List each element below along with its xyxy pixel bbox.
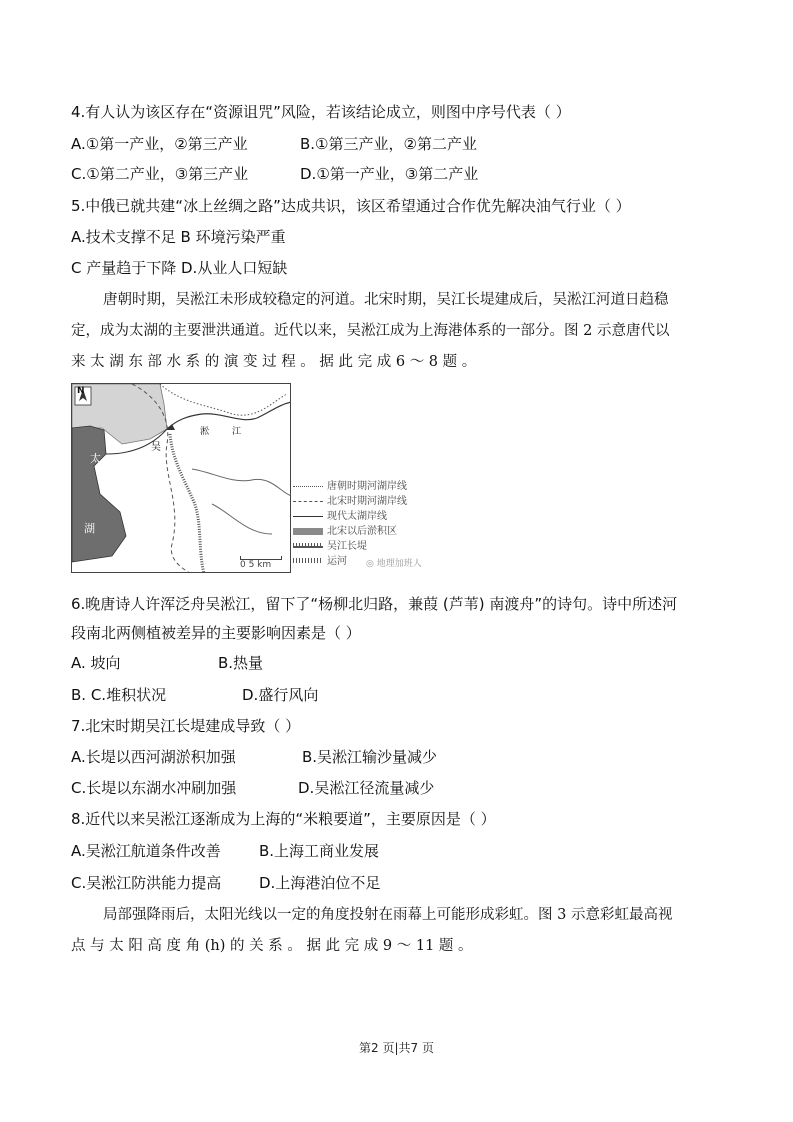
wechat-icon: ◎ — [366, 559, 374, 569]
watermark-text: 地理加班人 — [376, 559, 422, 569]
map-label-hu: 湖 — [84, 522, 95, 535]
watermark — [366, 556, 422, 569]
q6-option-d: D.盛行风向 — [242, 686, 319, 704]
q4-stem: 4.有人认为该区存在“资源诅咒”风险，若该结论成立，则图中序号代表（ ） — [71, 103, 571, 121]
legend-wujiang-dyke: 吴江长堤 — [293, 539, 428, 554]
scale-bar — [240, 556, 282, 570]
q6-stem-line1: 6.晚唐诗人许浑泛舟吴淞江，留下了“杨柳北归路，兼葭 (芦苇) 南渡舟”的诗句。诗中所述河 — [71, 595, 678, 613]
q8-stem: 8.近代以来吴淞江逐渐成为上海的“米粮要道”，主要原因是（ ） — [71, 810, 496, 828]
legend-modern-shoreline: 现代太湖岸线 — [293, 509, 428, 524]
passage1-line3: 来 太 湖 东 部 水 系 的 演 变 过 程 。 据 此 完 成 6 ～ 8 题 。 — [71, 354, 477, 370]
q6-option-c: B. C.堆积状况 — [71, 686, 167, 704]
q5-options-ab: A.技术支撑不足 B 环境污染严重 — [71, 228, 286, 246]
map-drawing — [72, 384, 291, 573]
q7-stem: 7.北宋时期吴江长堤建成导致（ ） — [71, 717, 301, 735]
passage1-line2: 定，成为太湖的主要泄洪通道。近代以来，吴淞江成为上海港体系的一部分。图 2 示意唐代以 — [71, 323, 670, 339]
q6-stem-line2: 段南北两侧植被差异的主要影响因素是（ ） — [71, 624, 361, 642]
map-label-song: 淞 — [200, 427, 210, 437]
q8-option-a: A.吴淞江航道条件改善 — [71, 842, 221, 860]
passage2-line1: 局部强降雨后，太阳光线以一定的角度投射在雨幕上可能形成彩虹。图 3 示意彩虹最高视 — [103, 907, 673, 923]
north-label: N — [77, 386, 85, 396]
q7-option-a: A.长堤以西河湖淤积加强 — [71, 748, 236, 766]
q8-option-c: C.吴淞江防洪能力提高 — [71, 874, 222, 892]
legend-deposit-area: 北宋以后淤积区 — [293, 524, 428, 539]
q7-option-d: D.吴淞江径流量减少 — [298, 779, 435, 797]
map-label-tai: 太 — [90, 452, 101, 465]
q4-option-b: B.①第三产业，②第二产业 — [300, 135, 477, 153]
q5-stem: 5.中俄已就共建“冰上丝绸之路”达成共识，该区希望通过合作优先解决油气行业（ ） — [71, 197, 631, 215]
map-label-jiang: 江 — [232, 427, 242, 437]
map-frame — [71, 383, 291, 573]
legend-song-shoreline: 北宋时期河湖岸线 — [293, 494, 428, 509]
q5-options-cd: C 产量趋于下降 D.从业人口短缺 — [71, 259, 288, 277]
q4-option-d: D.①第一产业，③第二产业 — [300, 165, 479, 183]
legend-canal: 运河 — [293, 554, 428, 569]
figure-2-map — [71, 383, 426, 573]
page-footer: 第2 页|共7 页 — [359, 1041, 434, 1055]
map-label-wu: 吴 — [151, 442, 161, 453]
q8-option-d: D.上海港泊位不足 — [259, 874, 381, 892]
q8-option-b: B.上海工商业发展 — [259, 842, 380, 860]
scale-label: 0 5 km — [240, 560, 272, 570]
q7-option-b: B.吴淞江输沙量减少 — [302, 748, 438, 766]
q6-option-b: B.热量 — [218, 654, 264, 672]
q7-option-c: C.长堤以东湖水冲刷加强 — [71, 779, 237, 797]
q4-option-a: A.①第一产业，②第三产业 — [71, 135, 248, 153]
q4-option-c: C.①第二产业，③第三产业 — [71, 165, 249, 183]
q6-option-a: A. 坡向 — [71, 654, 121, 672]
legend-tang-shoreline: 唐朝时期河湖岸线 — [293, 479, 428, 494]
passage1-line1: 唐朝时期，吴淞江未形成较稳定的河道。北宋时期，吴江长堤建成后，吴淞江河道日趋稳 — [103, 292, 669, 308]
passage2-line2: 点 与 太 阳 高 度 角 (h) 的 关 系 。 据 此 完 成 9 ～ 11 题 。 — [71, 938, 473, 954]
